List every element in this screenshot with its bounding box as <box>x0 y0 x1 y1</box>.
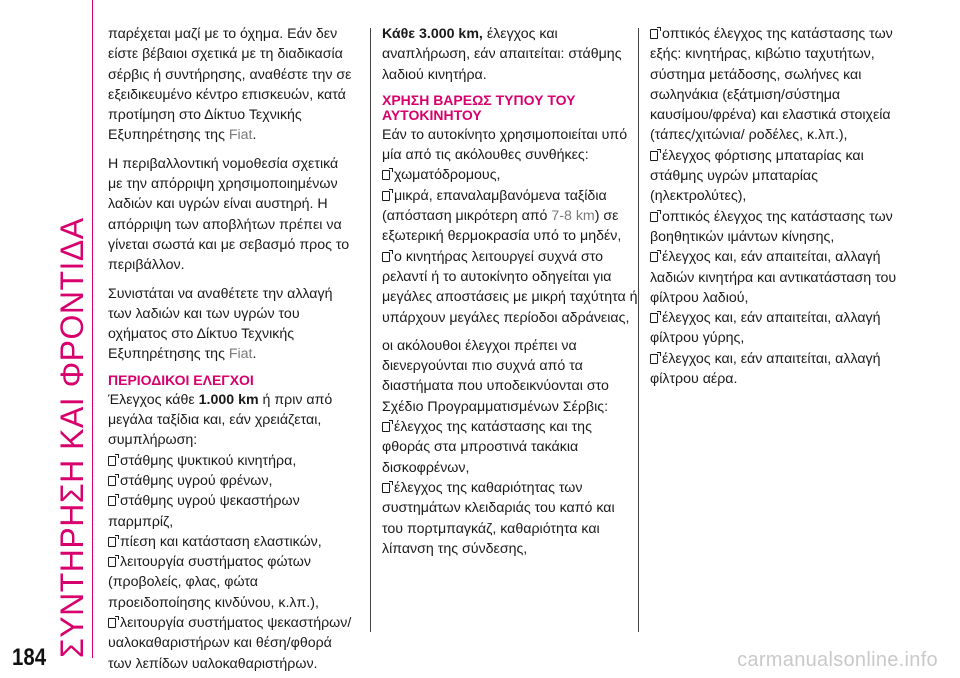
list-item: έλεγχος και, εάν απαιτείται, αλλαγή φίλτρου αέρα. <box>650 350 881 388</box>
list-item: οπτικός έλεγχος της κατάστασης των εξής: κινητήρας, κιβώτιο ταχυτήτων, σύστημα μετάδοσης, σωλήνες και σωληνάκια (εξάτμιση/σύστημα καυσίμου/φρένα) και ελαστικά στοιχεία (τάπες/χιτώνια/ ροδέλες, κ.λπ.), <box>650 26 893 144</box>
column-divider <box>370 28 371 632</box>
bullet-icon <box>382 252 390 262</box>
column-divider <box>638 28 639 632</box>
bullet-icon <box>650 212 658 222</box>
bullet-icon <box>382 483 390 493</box>
brand-name: Fiat <box>228 346 253 363</box>
list-item: οπτικός έλεγχος της κατάστασης των βοηθητικών ιμάντων κίνησης, <box>650 208 893 245</box>
section-heading: ΧΡΗΣΗ ΒΑΡΕΩΣ ΤΥΠΟΥ ΤΟΥ ΑΥΤΟΚΙΝΗΤΟΥ <box>382 91 576 123</box>
section-tab <box>0 0 92 658</box>
bullet-icon <box>650 313 658 323</box>
column-1 <box>108 24 354 674</box>
column-2 <box>382 24 638 559</box>
bullet-icon <box>650 354 658 364</box>
section-rule <box>92 0 93 658</box>
paragraph: παρέχεται μαζί με το όχημα. Εάν δεν είστε βέβαιοι σχετικά με τη διαδικασία σέρβις ή συντήρησης, αναθέστε την σε εξειδικευμένο κέντρο επισκευών, κατά προτίμηση στο Δίκτυο Τεχνικής Εξυπηρέτησης της Fiat. <box>108 26 352 144</box>
list-item: έλεγχος της καθαριότητας των συστημάτων κλειδαριάς του καπό και του πορτμπαγκάζ, καθαριότητα και λίπανση της σύνδεσης, <box>382 479 615 557</box>
list-item: λειτουργία συστήματος ψεκαστήρων/υαλοκαθαριστήρων και θέση/φθορά των λεπίδων υαλοκαθαριστήρων. <box>108 615 352 672</box>
paragraph: Η περιβαλλοντική νομοθεσία σχετικά με την απόρριψη χρησιμοποιημένων λαδιών και υγρών είναι αυστηρή. Η απόρριψη των αποβλήτων πρέπει να γίνεται σωστά και με σεβασμό προς το περιβάλλον. <box>108 155 350 274</box>
brand-name: Fiat <box>228 127 253 144</box>
paragraph: Εάν το αυτοκίνητο χρησιμοποιείται υπό μία από τις ακόλουθες συνθήκες: <box>382 126 628 164</box>
list-item: έλεγχος και, εάν απαιτείται, αλλαγή λαδιών κινητήρα και αντικατάσταση του φίλτρου λαδιού, <box>650 249 897 306</box>
list-item: πίεση και κατάσταση ελαστικών, <box>108 532 354 552</box>
paragraph: Κάθε 3.000 km, έλεγχος και αναπλήρωση, εάν απαιτείται: στάθμης λαδιού κινητήρα. <box>382 26 622 83</box>
list-item: έλεγχος της κατάστασης και της φθοράς στα μπροστινά τακάκια δισκοφρένων, <box>382 419 592 476</box>
bullet-icon <box>650 252 658 262</box>
list-item: μικρά, επαναλαμβανόμενα ταξίδια (απόσταση μικρότερη από 7-8 km) σε εξωτερική θερμοκρασία υπό το μηδέν, <box>382 187 622 245</box>
bullet-icon <box>382 191 390 201</box>
list-item: στάθμης υγρού ψεκαστήρων παρμπρίζ, <box>108 493 300 530</box>
list-item: έλεγχος και, εάν απαιτείται, αλλαγή φίλτρου γύρης, <box>650 310 881 347</box>
list-item: στάθμης ψυκτικού κινητήρα, <box>108 451 354 471</box>
bullet-icon <box>382 422 390 432</box>
bullet-icon <box>650 151 658 161</box>
bullet-icon <box>108 456 116 466</box>
watermark: carmanualsonline.info <box>737 649 938 671</box>
list-item: ο κινητήρας λειτουργεί συχνά στο ρελαντί ή το αυτοκίνητο οδηγείται για μεγάλες αποστάσεις με μικρή ταχύτητα ή υπάρχουν μεγάλες περίοδοι αδράνειας, <box>382 248 638 326</box>
list-item: έλεγχος φόρτισης μπαταρίας και στάθμης υγρών μπαταρίας (ηλεκτρολύτες), <box>650 147 864 205</box>
bullet-icon <box>108 476 116 486</box>
bullet-icon <box>382 170 390 180</box>
column-3 <box>650 24 900 389</box>
section-heading: ΠΕΡΙΟΔΙΚΟΙ ΕΛΕΓΧΟΙ <box>108 371 254 388</box>
paragraph: Συνιστάται να αναθέτετε την αλλαγή των λαδιών και των υγρών του οχήματος στο Δίκτυο Τεχνικής Εξυπηρέτησης της Fiat. <box>108 285 333 363</box>
paragraph: οι ακόλουθοι έλεγχοι πρέπει να διενεργούνται πιο συχνά από τα διαστήματα που υποδεικνύονται στο Σχέδιο Προγραμματισμένων Σέρβις: <box>382 337 609 415</box>
bullet-icon <box>108 557 116 567</box>
list-item: στάθμης υγρού φρένων, <box>108 471 354 491</box>
list-item: χωματόδρομους, <box>382 165 638 185</box>
bullet-icon <box>108 496 116 506</box>
section-title: ΣΥΝΤΗΡΗΣΗ ΚΑΙ ΦΡΟΝΤΙΔΑ <box>54 217 90 658</box>
bullet-icon <box>650 29 658 39</box>
bullet-icon <box>108 618 116 628</box>
paragraph: Έλεγχος κάθε 1.000 km ή πριν από μεγάλα ταξίδια και, εάν χρειάζεται, συμπλήρωση: <box>108 391 333 449</box>
list-item: λειτουργία συστήματος φώτων (προβολείς, φλας, φώτα προειδοποίησης κινδύνου, κ.λπ.), <box>108 554 319 611</box>
bullet-icon <box>108 537 116 547</box>
page-number: 184 <box>12 644 47 671</box>
